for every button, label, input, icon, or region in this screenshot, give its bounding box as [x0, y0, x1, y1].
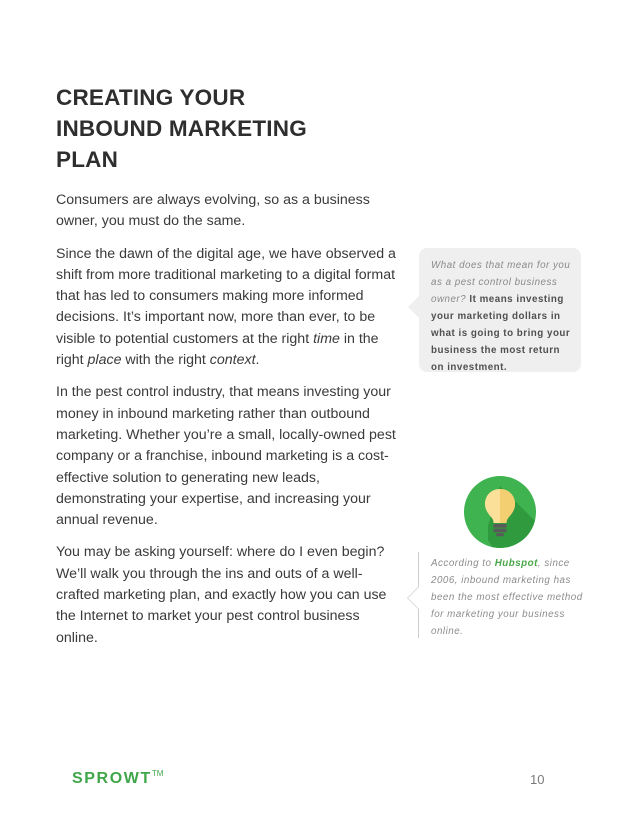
paragraph-4: You may be asking yourself: where do I even begin? We’ll walk you through the ins and outs of a well-crafted marketing plan, and exactly how you can use the Internet to market your pest control business online.	[56, 544, 387, 646]
paragraph-2	[56, 244, 401, 372]
emphasis-time: time	[313, 330, 340, 347]
stat-suffix: , since 2006, inbound marketing has been the most effective method for marketing your business online.	[431, 558, 583, 637]
page-title	[56, 82, 396, 175]
callout-answer-text: It means investing your marketing dollars in what is going to bring your business the most return on investment.	[431, 294, 571, 373]
callout-question-text: What does that mean for you as a pest control business owner?	[431, 260, 571, 305]
title-line-1: CREATING YOUR	[56, 85, 246, 110]
emphasis-context: context	[209, 352, 256, 369]
emphasis-place: place	[87, 352, 122, 369]
title-line-2: INBOUND MARKETING	[56, 116, 307, 141]
stat-prefix: According to	[431, 558, 495, 569]
hubspot-link[interactable]: Hubspot	[494, 558, 538, 569]
paragraph-2-part-a: Since the dawn of the digital age, we have observed a shift from more traditional marketing to a digital format that has led to consumers making more informed decisions. It’s important now, more than ever, to be visible to potential customers at the right	[56, 245, 396, 347]
paragraph-2-part-c: with the right	[121, 352, 210, 369]
stat-callout	[418, 552, 593, 638]
bulb-base-ring-2	[494, 529, 507, 533]
sprowt-logo	[72, 770, 163, 788]
trademark-mark: TM	[151, 769, 164, 778]
lightbulb-icon	[464, 476, 536, 548]
brand-name: SPROWT	[72, 770, 152, 787]
paragraph-3: In the pest control industry, that means investing your money in inbound marketing rather than outbound marketing. Whether you’re a small, locally-owned pest company or a franchise, inbound marketing is a cost-effective solution to generating new leads, demonstrating your expertise, and increasing your annual revenue.	[56, 384, 396, 529]
paragraph-2-part-b: in the right	[56, 330, 379, 369]
bulb-base-tip	[496, 533, 504, 536]
title-line-3: PLAN	[56, 147, 119, 172]
page-number: 10	[530, 772, 545, 787]
body-text	[56, 190, 401, 660]
paragraph-1: Consumers are always evolving, so as a business owner, you must do the same.	[56, 192, 370, 230]
question-callout	[419, 248, 581, 372]
callout-notch-fill	[408, 587, 419, 609]
paragraph-2-part-d: .	[255, 352, 260, 369]
bulb-base-ring-1	[494, 524, 507, 528]
callout-pointer	[408, 295, 420, 319]
